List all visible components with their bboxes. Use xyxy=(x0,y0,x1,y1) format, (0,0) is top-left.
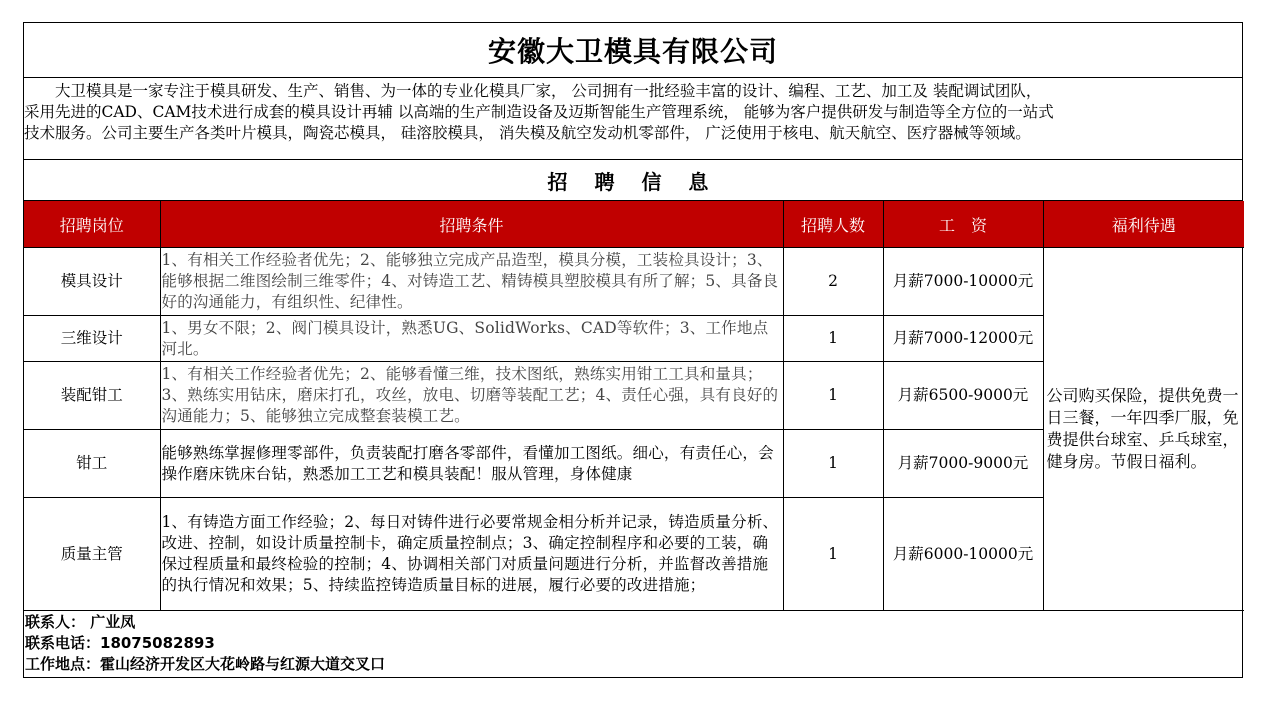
section-title: 招 聘 信 息 xyxy=(24,160,1242,201)
position-cell: 三维设计 xyxy=(24,316,160,362)
intro-line: 大卫模具是一家专注于模具研发、生产、销售、为一体的专业化模具厂家， 公司拥有一批经验丰富的设计、编程、工艺、加工及 装配调试团队， xyxy=(24,82,1042,100)
recruitment-sheet xyxy=(23,22,1243,678)
salary-cell: 月薪6500-9000元 xyxy=(883,362,1043,430)
count-cell: 1 xyxy=(783,498,883,611)
salary-cell: 月薪7000-9000元 xyxy=(883,430,1043,498)
salary-cell: 月薪6000-10000元 xyxy=(883,498,1043,611)
work-address: 工作地点：霍山经济开发区大花岭路与红源大道交叉口 xyxy=(25,655,386,673)
count-cell: 1 xyxy=(783,362,883,430)
company-title: 安徽大卫模具有限公司 xyxy=(24,23,1242,78)
conditions-cell: 能够熟练掌握修理零部件，负责装配打磨各零部件，看懂加工图纸。细心，有责任心，会操作磨床铣床台钻，熟悉加工工艺和模具装配！服从管理，身体健康 xyxy=(160,430,783,498)
recruitment-table xyxy=(24,201,1244,611)
conditions-cell: 1、有相关工作经验者优先；2、能够看懂三维，技术图纸，熟练实用钳工工具和量具；3、熟练实用钻床，磨床打孔，攻丝，放电、切磨等装配工艺；4、责任心强，具有良好的沟通能力；5、能够独立完成整套装模工艺。 xyxy=(160,362,783,430)
contact-phone: 联系电话：18075082893 xyxy=(25,634,215,652)
company-intro xyxy=(24,78,1242,160)
position-cell: 装配钳工 xyxy=(24,362,160,430)
salary-cell: 月薪7000-12000元 xyxy=(883,316,1043,362)
conditions-cell: 1、有相关工作经验者优先；2、能够独立完成产品造型，模具分模，工装检具设计；3、能够根据二维图绘制三维零件；4、对铸造工艺、精铸模具塑胶模具有所了解；5、具备良好的沟通能力，有组织性、纪律性。 xyxy=(160,248,783,316)
conditions-cell: 1、男女不限；2、阀门模具设计，熟悉UG、SolidWorks、CAD等软件；3、工作地点河北。 xyxy=(160,316,783,362)
count-cell: 1 xyxy=(783,430,883,498)
count-cell: 1 xyxy=(783,316,883,362)
header-conditions: 招聘条件 xyxy=(160,201,783,248)
position-cell: 质量主管 xyxy=(24,498,160,611)
welfare-cell: 公司购买保险，提供免费一日三餐，一年四季厂服，免费提供台球室、乒乓球室，健身房。节假日福利。 xyxy=(1043,248,1244,611)
header-welfare: 福利待遇 xyxy=(1043,201,1244,248)
count-cell: 2 xyxy=(783,248,883,316)
intro-line: 技术服务。公司主要生产各类叶片模具，陶瓷芯模具， 硅溶胶模具， 消失模及航空发动机零部件， 广泛使用于核电、航天航空、医疗器械等领域。 xyxy=(24,124,1031,142)
salary-cell: 月薪7000-10000元 xyxy=(883,248,1043,316)
table-row xyxy=(24,248,1244,316)
table-header-row xyxy=(24,201,1244,248)
intro-line: 采用先进的CAD、CAM技术进行成套的模具设计再辅 以高端的生产制造设备及迈斯智能生产管理系统， 能够为客户提供研发与制造等全方位的一站式 xyxy=(24,103,1054,121)
conditions-cell: 1、有铸造方面工作经验；2、每日对铸件进行必要常规金相分析并记录，铸造质量分析、改进、控制，如设计质量控制卡，确定质量控制点；3、确定控制程序和必要的工装，确保过程质量和最终检验的控制；4、协调相关部门对质量问题进行分析，并监督改善措施的执行情况和效果；5、持续监控铸造质量目标的进展，履行必要的改进措施； xyxy=(160,498,783,611)
position-cell: 模具设计 xyxy=(24,248,160,316)
contact-person: 联系人： 广业凤 xyxy=(25,613,136,631)
header-count: 招聘人数 xyxy=(783,201,883,248)
header-salary: 工 资 xyxy=(883,201,1043,248)
position-cell: 钳工 xyxy=(24,430,160,498)
contact-info xyxy=(24,611,1242,677)
header-position: 招聘岗位 xyxy=(24,201,160,248)
